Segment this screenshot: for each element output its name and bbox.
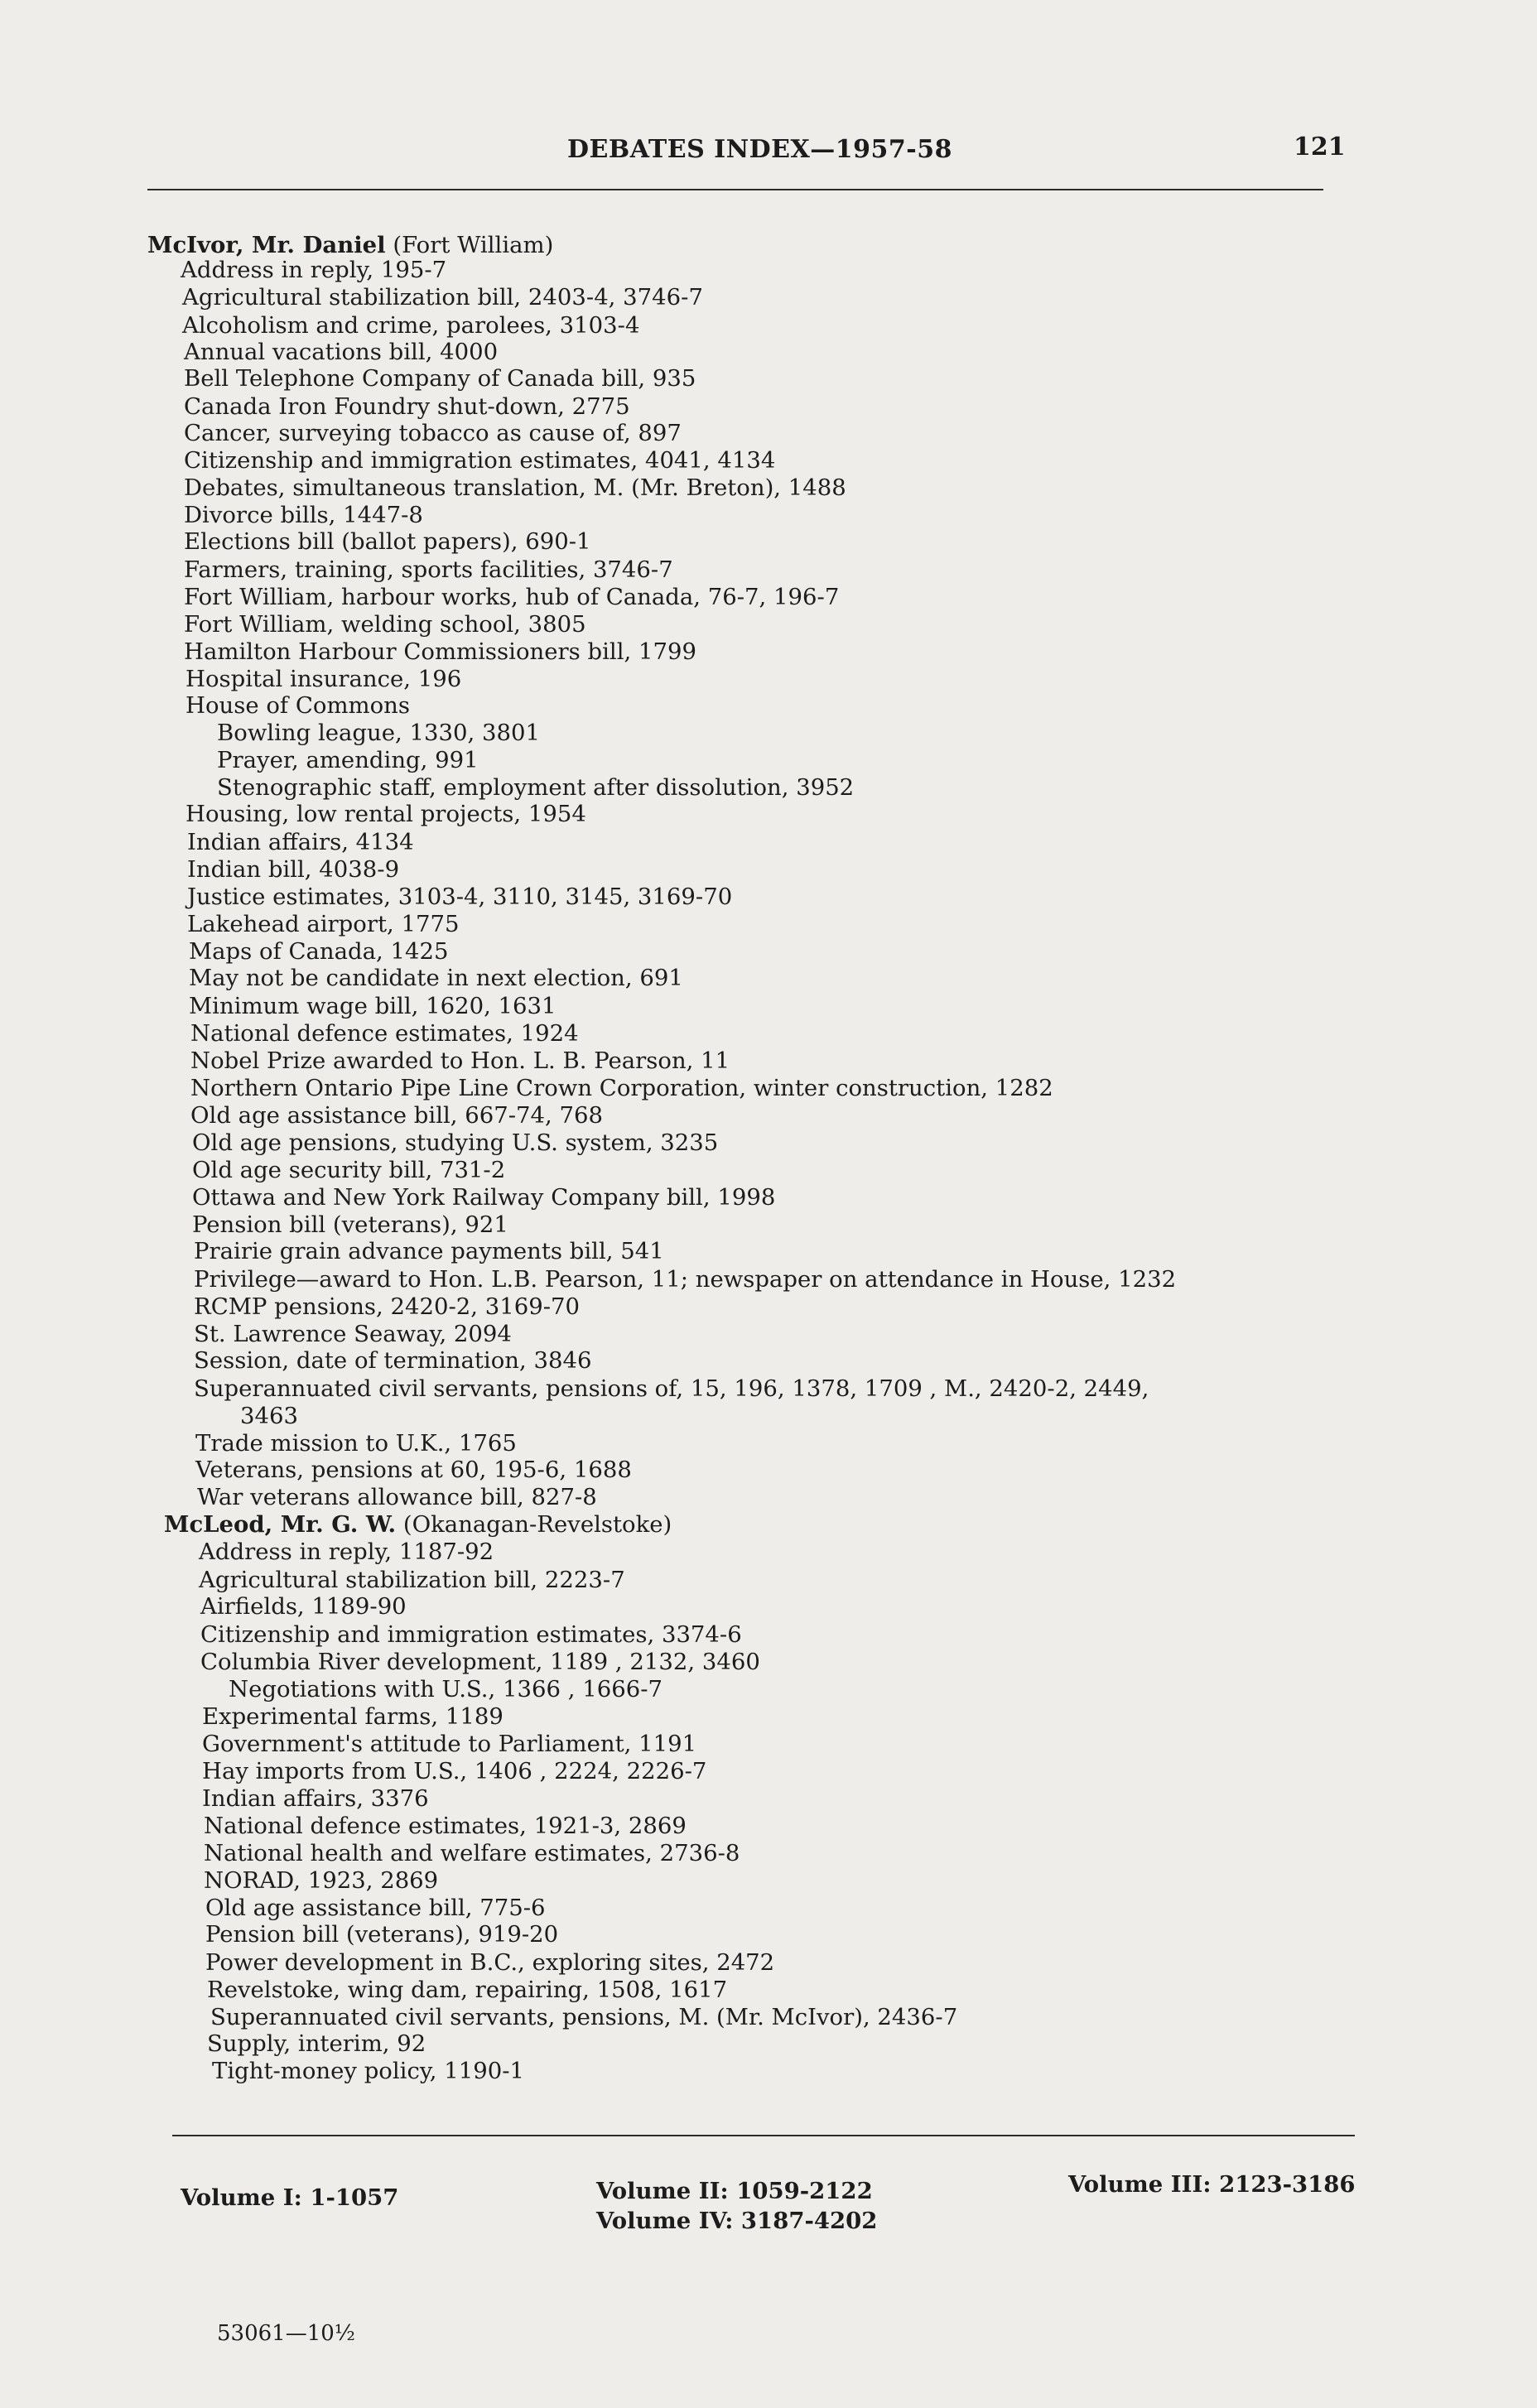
- index-entry: Power development in B.C., exploring sites, 2472: [205, 1949, 775, 1976]
- index-entry: Bell Telephone Company of Canada bill, 935: [184, 365, 696, 392]
- index-entry: Hay imports from U.S., 1406 , 2224, 2226-7: [202, 1758, 707, 1784]
- index-entry: Lakehead airport, 1775: [187, 911, 460, 937]
- member-name: McLeod, Mr. G. W.: [164, 1511, 397, 1538]
- index-entry: Superannuated civil servants, pensions, M. (Mr. McIvor), 2436-7: [210, 2004, 958, 2030]
- index-entry: Old age assistance bill, 775-6: [205, 1895, 546, 1921]
- index-entry: Canada Iron Foundry shut-down, 2775: [184, 393, 630, 420]
- index-entry: Fort William, harbour works, hub of Canada, 76-7, 196-7: [184, 584, 840, 610]
- constituency: (Fort William): [385, 232, 554, 258]
- index-entry: Citizenship and immigration estimates, 3374-6: [200, 1621, 742, 1648]
- index-entry: Hospital insurance, 196: [186, 666, 462, 692]
- volume-3-range: Volume III: 2123-3186: [1068, 2171, 1356, 2198]
- volume-1-range: Volume I: 1-1057: [181, 2184, 399, 2211]
- index-entry: Tight-money policy, 1190-1: [212, 2058, 524, 2084]
- index-entry: Old age security bill, 731-2: [192, 1157, 506, 1183]
- index-entry: Session, date of termination, 3846: [194, 1347, 592, 1374]
- index-entry: National defence estimates, 1921-3, 2869: [204, 1813, 687, 1839]
- index-entry: Negotiations with U.S., 1366 , 1666-7: [229, 1676, 663, 1702]
- index-entry: St. Lawrence Seaway, 2094: [194, 1321, 512, 1347]
- index-entry: Stenographic staff, employment after dissolution, 3952: [217, 774, 855, 801]
- index-entry: Indian affairs, 4134: [187, 829, 414, 855]
- index-entry: Debates, simultaneous translation, M. (Mr. Breton), 1488: [184, 474, 846, 501]
- index-entry: Prairie grain advance payments bill, 541: [194, 1238, 664, 1264]
- index-entry: RCMP pensions, 2420-2, 3169-70: [194, 1293, 581, 1320]
- index-heading: [164, 1511, 672, 1538]
- index-entry: Agricultural stabilization bill, 2403-4, 3746-7: [182, 284, 703, 311]
- index-entry: Annual vacations bill, 4000: [184, 339, 499, 365]
- index-entry: National defence estimates, 1924: [190, 1020, 579, 1047]
- index-entry: Citizenship and immigration estimates, 4041, 4134: [184, 447, 776, 474]
- index-entry: Old age assistance bill, 667-74, 768: [190, 1102, 604, 1129]
- index-entry: Supply, interim, 92: [207, 2030, 426, 2057]
- index-entry: Agricultural stabilization bill, 2223-7: [199, 1567, 625, 1593]
- index-entry: War veterans allowance bill, 827-8: [197, 1484, 597, 1510]
- index-entry: Privilege—award to Hon. L.B. Pearson, 11; newspaper on attendance in House, 1232: [194, 1266, 1177, 1293]
- index-entry: Trade mission to U.K., 1765: [195, 1430, 517, 1457]
- volume-2-range: Volume II: 1059-2122: [596, 2178, 873, 2204]
- index-entry: Farmers, training, sports facilities, 3746-7: [184, 556, 673, 583]
- index-entry: Veterans, pensions at 60, 195-6, 1688: [195, 1457, 632, 1483]
- index-entry: House of Commons: [186, 692, 410, 719]
- page-number: 121: [1294, 132, 1346, 161]
- index-entry: Fort William, welding school, 3805: [184, 611, 586, 638]
- index-entry: May not be candidate in next election, 691: [189, 965, 683, 991]
- folio-mark: 53061—10½: [217, 2321, 355, 2346]
- index-entry: Cancer, surveying tobacco as cause of, 897: [184, 420, 682, 446]
- index-entry: Justice estimates, 3103-4, 3110, 3145, 3169-70: [187, 884, 733, 910]
- index-entry: Hamilton Harbour Commissioners bill, 1799: [184, 638, 696, 665]
- index-entry: Bowling league, 1330, 3801: [217, 720, 540, 746]
- index-entry: Revelstoke, wing dam, repairing, 1508, 1617: [207, 1977, 728, 2003]
- index-entry: Old age pensions, studying U.S. system, 3235: [192, 1129, 719, 1156]
- index-entry: Experimental farms, 1189: [202, 1703, 504, 1730]
- index-entry: Address in reply, 195-7: [181, 257, 447, 283]
- footer-rule: [172, 2135, 1355, 2136]
- index-entry: Prayer, amending, 991: [217, 747, 479, 773]
- index-entry: Superannuated civil servants, pensions of, 15, 196, 1378, 1709 , M., 2420-2, 2449,: [194, 1375, 1149, 1402]
- index-entry: Elections bill (ballot papers), 690-1: [184, 528, 591, 555]
- constituency: (Okanagan-Revelstoke): [396, 1511, 672, 1538]
- index-entry: Housing, low rental projects, 1954: [186, 801, 586, 827]
- running-title: DEBATES INDEX—1957-58: [567, 135, 952, 164]
- volume-4-range: Volume IV: 3187-4202: [596, 2208, 878, 2234]
- index-entry: 3463: [240, 1403, 298, 1429]
- index-entry: NORAD, 1923, 2869: [204, 1867, 439, 1894]
- index-entry: Government's attitude to Parliament, 1191: [202, 1731, 697, 1757]
- index-entry: Divorce bills, 1447-8: [184, 502, 423, 528]
- index-entry: Maps of Canada, 1425: [189, 938, 449, 965]
- index-entry: Indian affairs, 3376: [202, 1785, 429, 1812]
- header-rule: [147, 189, 1323, 190]
- index-entry: Minimum wage bill, 1620, 1631: [189, 993, 556, 1019]
- index-entry: Pension bill (veterans), 919-20: [205, 1921, 559, 1948]
- index-entry: Ottawa and New York Railway Company bill, 1998: [192, 1184, 776, 1211]
- index-entry: Alcoholism and crime, parolees, 3103-4: [182, 312, 640, 339]
- index-entry: Airfields, 1189-90: [200, 1593, 407, 1620]
- index-entry: National health and welfare estimates, 2736-8: [204, 1840, 740, 1866]
- member-name: McIvor, Mr. Daniel: [147, 232, 386, 258]
- index-entry: Indian bill, 4038-9: [187, 856, 400, 883]
- index-entry: Northern Ontario Pipe Line Crown Corporation, winter construction, 1282: [190, 1075, 1053, 1101]
- index-entry: Columbia River development, 1189 , 2132, 3460: [200, 1649, 760, 1675]
- index-heading: [147, 232, 553, 258]
- index-entry: Nobel Prize awarded to Hon. L. B. Pearson, 11: [190, 1047, 730, 1074]
- index-entry: Address in reply, 1187-92: [199, 1539, 494, 1565]
- index-entry: Pension bill (veterans), 921: [192, 1211, 508, 1238]
